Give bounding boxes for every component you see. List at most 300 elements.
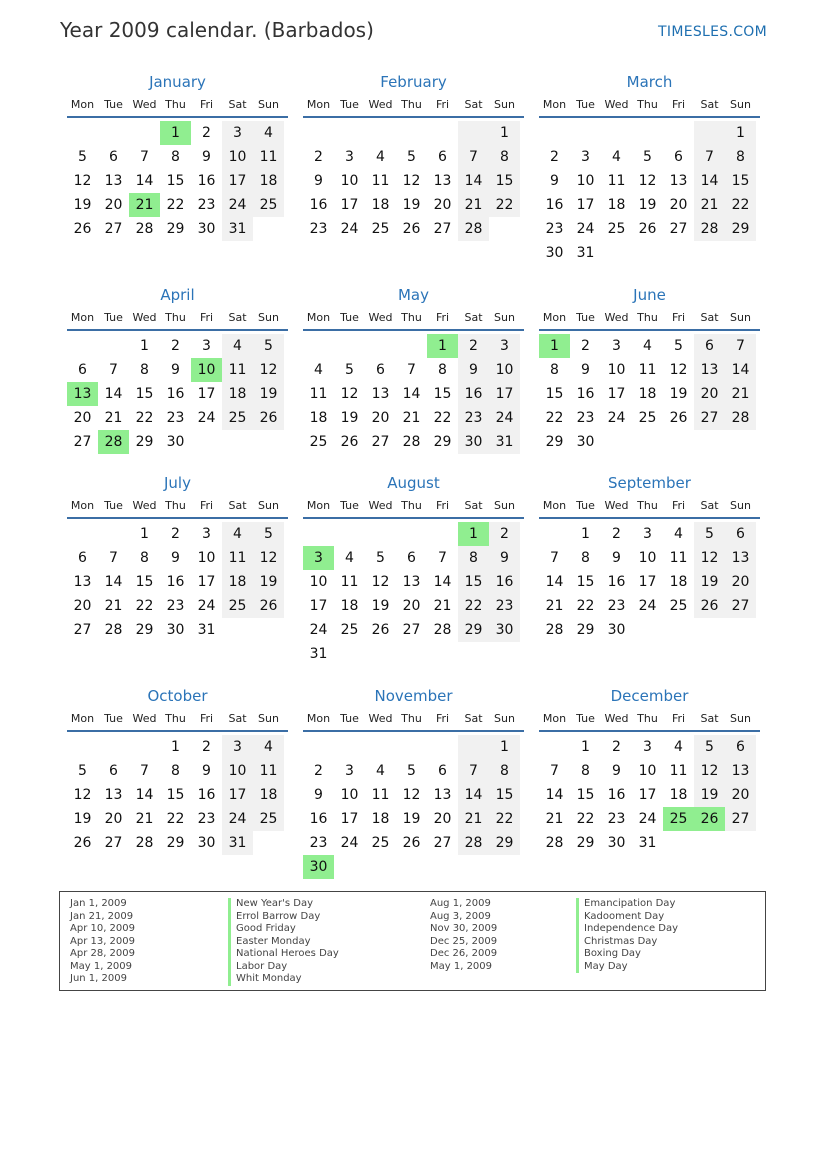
day-cell: 15	[135, 574, 154, 590]
empty-cell	[303, 522, 334, 546]
weekday-label: Sat	[464, 499, 483, 512]
legend-date: Apr 13, 2009	[70, 935, 136, 947]
day-cell: 24	[489, 406, 520, 430]
day-cell: 4	[674, 526, 683, 542]
day-cell: 3	[202, 526, 211, 542]
day-cell: 7	[407, 362, 416, 378]
day-cell: 1	[539, 334, 570, 358]
day-cell: 30	[545, 245, 564, 261]
weekday-label: Wed	[368, 712, 393, 725]
empty-cell	[222, 618, 253, 642]
day-cell: 7	[550, 550, 559, 566]
weekday-label: Wed	[604, 98, 629, 111]
empty-cell	[365, 334, 396, 358]
day-grid	[303, 735, 524, 879]
weekday-label: Thu	[165, 311, 186, 324]
weekday-label: Wed	[132, 98, 157, 111]
brand-link[interactable]: TIMESLES.COM	[658, 24, 767, 40]
day-cell: 27	[73, 622, 92, 638]
day-cell: 8	[438, 362, 447, 378]
day-cell: 24	[638, 811, 657, 827]
day-cell: 9	[171, 550, 180, 566]
month-november	[303, 684, 524, 879]
day-cell: 21	[135, 811, 154, 827]
weekday-label: Sun	[494, 311, 515, 324]
weekday-label: Thu	[637, 98, 658, 111]
day-cell: 22	[576, 811, 595, 827]
empty-cell	[632, 430, 663, 454]
day-cell: 5	[407, 763, 416, 779]
day-cell: 12	[73, 173, 92, 189]
legend-date: Dec 26, 2009	[430, 948, 498, 959]
empty-cell	[253, 618, 284, 642]
month-july	[67, 471, 288, 642]
empty-cell	[458, 121, 489, 145]
weekday-label: Mon	[70, 499, 95, 512]
day-cell: 9	[612, 763, 621, 779]
weekday-label: Sun	[258, 311, 279, 324]
day-cell: 19	[73, 811, 92, 827]
day-cell: 2	[458, 334, 489, 358]
day-cell: 18	[222, 382, 253, 406]
day-cell: 28	[433, 622, 452, 638]
day-cell: 22	[458, 594, 489, 618]
weekday-label: Thu	[401, 98, 422, 111]
day-cell: 14	[135, 173, 154, 189]
day-cell: 21	[104, 598, 123, 614]
legend-holiday-name: Kadooment Day	[576, 911, 678, 924]
empty-cell	[98, 334, 129, 358]
day-cell: 30	[303, 855, 334, 879]
day-cell: 15	[433, 386, 452, 402]
day-cell: 24	[309, 622, 328, 638]
day-cell: 3	[612, 338, 621, 354]
day-cell: 21	[129, 193, 160, 217]
day-cell: 6	[694, 334, 725, 358]
day-cell: 29	[725, 217, 756, 241]
day-cell: 9	[314, 173, 323, 189]
day-cell: 24	[340, 221, 359, 237]
day-cell: 6	[438, 763, 447, 779]
day-cell: 29	[576, 835, 595, 851]
day-cell: 28	[458, 217, 489, 241]
day-cell: 15	[576, 787, 595, 803]
day-cell: 8	[725, 145, 756, 169]
day-cell: 11	[309, 386, 328, 402]
day-cell: 6	[725, 522, 756, 546]
weekday-label: Fri	[435, 311, 450, 324]
day-cell: 12	[669, 362, 688, 378]
weekday-label: Sun	[730, 98, 751, 111]
weekday-label: Tue	[576, 311, 595, 324]
day-cell: 16	[607, 574, 626, 590]
day-cell: 5	[694, 522, 725, 546]
day-cell: 9	[202, 149, 211, 165]
empty-cell	[334, 334, 365, 358]
day-cell: 28	[545, 835, 564, 851]
weekday-label: Sun	[494, 712, 515, 725]
day-cell: 18	[371, 197, 390, 213]
day-cell: 1	[427, 334, 458, 358]
day-cell: 11	[669, 763, 688, 779]
day-cell: 9	[314, 787, 323, 803]
day-cell: 2	[314, 763, 323, 779]
day-cell: 30	[458, 430, 489, 454]
month-name: June	[633, 286, 666, 304]
day-cell: 4	[222, 334, 253, 358]
day-cell: 11	[371, 787, 390, 803]
empty-cell	[191, 430, 222, 454]
empty-cell	[334, 642, 365, 666]
weekday-label: Tue	[104, 98, 123, 111]
empty-cell	[694, 241, 725, 265]
day-cell: 6	[407, 550, 416, 566]
day-cell: 27	[725, 807, 756, 831]
day-grid	[303, 121, 524, 241]
day-cell: 12	[73, 787, 92, 803]
day-cell: 5	[694, 735, 725, 759]
day-cell: 14	[433, 574, 452, 590]
weekday-label: Sun	[730, 311, 751, 324]
day-cell: 5	[253, 522, 284, 546]
empty-cell	[632, 241, 663, 265]
day-cell: 5	[78, 763, 87, 779]
day-cell: 2	[581, 338, 590, 354]
day-cell: 20	[669, 197, 688, 213]
weekday-label: Tue	[104, 311, 123, 324]
empty-cell	[365, 642, 396, 666]
empty-cell	[396, 121, 427, 145]
day-cell: 19	[694, 570, 725, 594]
day-cell: 3	[643, 526, 652, 542]
day-cell: 11	[638, 362, 657, 378]
day-cell: 30	[197, 221, 216, 237]
weekday-label: Thu	[165, 98, 186, 111]
day-cell: 13	[694, 358, 725, 382]
day-cell: 20	[73, 410, 92, 426]
day-cell: 7	[725, 334, 756, 358]
day-cell: 30	[607, 835, 626, 851]
day-cell: 2	[314, 149, 323, 165]
empty-cell	[725, 831, 756, 855]
day-cell: 3	[345, 763, 354, 779]
day-cell: 28	[458, 831, 489, 855]
day-cell: 15	[725, 169, 756, 193]
month-june	[539, 283, 760, 454]
weekday-label: Mon	[542, 311, 567, 324]
day-cell: 15	[576, 574, 595, 590]
day-cell: 29	[135, 622, 154, 638]
day-cell: 3	[222, 735, 253, 759]
weekday-label: Wed	[132, 311, 157, 324]
day-cell: 26	[253, 406, 284, 430]
month-name: August	[387, 474, 440, 492]
legend-holiday-name: Good Friday	[228, 923, 339, 936]
day-cell: 21	[402, 410, 421, 426]
empty-cell	[570, 121, 601, 145]
legend-holiday-name: Errol Barrow Day	[228, 911, 339, 924]
day-cell: 22	[135, 410, 154, 426]
weekday-label: Wed	[132, 499, 157, 512]
day-cell: 17	[489, 382, 520, 406]
day-cell: 1	[458, 522, 489, 546]
legend-date: Nov 30, 2009	[430, 923, 498, 934]
month-name: March	[626, 73, 673, 91]
day-cell: 29	[545, 434, 564, 450]
day-cell: 21	[104, 410, 123, 426]
day-cell: 9	[202, 763, 211, 779]
day-cell: 9	[612, 550, 621, 566]
day-cell: 7	[458, 145, 489, 169]
empty-cell	[489, 855, 520, 879]
day-cell: 9	[171, 362, 180, 378]
month-name: November	[374, 687, 453, 705]
day-cell: 28	[402, 434, 421, 450]
month-name: May	[397, 286, 429, 304]
day-cell: 10	[197, 550, 216, 566]
day-cell: 24	[607, 410, 626, 426]
day-cell: 7	[694, 145, 725, 169]
day-cell: 27	[725, 594, 756, 618]
day-cell: 23	[197, 197, 216, 213]
day-cell: 28	[135, 835, 154, 851]
weekday-header	[303, 495, 524, 519]
legend-dates-column-2	[430, 898, 497, 973]
day-cell: 27	[433, 221, 452, 237]
day-cell: 29	[166, 221, 185, 237]
weekday-label: Sun	[258, 712, 279, 725]
day-cell: 20	[104, 197, 123, 213]
day-cell: 26	[694, 594, 725, 618]
day-grid	[67, 121, 288, 241]
day-cell: 31	[576, 245, 595, 261]
day-cell: 17	[576, 197, 595, 213]
day-cell: 14	[135, 787, 154, 803]
day-cell: 12	[253, 546, 284, 570]
day-cell: 20	[371, 410, 390, 426]
weekday-label: Sat	[700, 311, 719, 324]
month-name: September	[608, 474, 691, 492]
day-cell: 19	[402, 197, 421, 213]
weekday-label: Wed	[368, 499, 393, 512]
weekday-label: Sun	[494, 499, 515, 512]
day-cell: 31	[222, 831, 253, 855]
legend-date: Apr 28, 2009	[70, 948, 136, 959]
empty-cell	[396, 334, 427, 358]
weekday-label: Tue	[576, 712, 595, 725]
day-cell: 4	[345, 550, 354, 566]
day-cell: 16	[458, 382, 489, 406]
day-cell: 4	[376, 763, 385, 779]
day-cell: 14	[545, 574, 564, 590]
empty-cell	[129, 121, 160, 145]
day-cell: 1	[581, 526, 590, 542]
day-cell: 21	[458, 807, 489, 831]
month-january	[67, 70, 288, 241]
day-cell: 26	[669, 410, 688, 426]
day-grid	[539, 121, 760, 265]
weekday-label: Wed	[368, 98, 393, 111]
day-cell: 28	[545, 622, 564, 638]
day-grid	[539, 334, 760, 454]
empty-cell	[539, 121, 570, 145]
day-cell: 26	[340, 434, 359, 450]
day-cell: 25	[607, 221, 626, 237]
empty-cell	[67, 121, 98, 145]
empty-cell	[365, 121, 396, 145]
day-cell: 4	[222, 522, 253, 546]
day-cell: 23	[576, 410, 595, 426]
weekday-label: Sun	[730, 712, 751, 725]
empty-cell	[694, 430, 725, 454]
day-cell: 31	[638, 835, 657, 851]
weekday-header	[67, 495, 288, 519]
day-cell: 29	[166, 835, 185, 851]
day-cell: 24	[576, 221, 595, 237]
legend-holiday-name: Labor Day	[228, 961, 339, 974]
day-cell: 25	[309, 434, 328, 450]
day-cell: 23	[458, 406, 489, 430]
day-cell: 20	[73, 598, 92, 614]
weekday-label: Sat	[700, 712, 719, 725]
weekday-label: Mon	[542, 499, 567, 512]
day-cell: 15	[489, 783, 520, 807]
weekday-label: Fri	[671, 311, 686, 324]
legend-date: Apr 10, 2009	[70, 923, 136, 934]
empty-cell	[396, 522, 427, 546]
month-name: July	[164, 474, 191, 492]
day-cell: 24	[222, 193, 253, 217]
day-cell: 27	[73, 434, 92, 450]
day-cell: 6	[725, 735, 756, 759]
day-cell: 29	[433, 434, 452, 450]
day-cell: 3	[581, 149, 590, 165]
day-cell: 5	[643, 149, 652, 165]
weekday-label: Tue	[576, 98, 595, 111]
day-cell: 10	[607, 362, 626, 378]
day-cell: 5	[407, 149, 416, 165]
empty-cell	[365, 855, 396, 879]
day-cell: 20	[402, 598, 421, 614]
day-cell: 7	[550, 763, 559, 779]
weekday-header	[539, 708, 760, 732]
empty-cell	[396, 855, 427, 879]
day-cell: 21	[433, 598, 452, 614]
day-grid	[539, 522, 760, 642]
day-cell: 4	[643, 338, 652, 354]
day-cell: 13	[725, 546, 756, 570]
day-cell: 13	[371, 386, 390, 402]
day-cell: 2	[489, 522, 520, 546]
day-cell: 29	[458, 618, 489, 642]
day-cell: 29	[489, 831, 520, 855]
weekday-label: Tue	[576, 499, 595, 512]
weekday-label: Thu	[637, 712, 658, 725]
weekday-label: Sat	[228, 499, 247, 512]
day-cell: 16	[309, 197, 328, 213]
day-cell: 18	[340, 598, 359, 614]
day-cell: 15	[135, 386, 154, 402]
weekday-label: Tue	[104, 712, 123, 725]
day-cell: 16	[197, 173, 216, 189]
day-cell: 22	[576, 598, 595, 614]
day-cell: 16	[166, 386, 185, 402]
day-cell: 5	[376, 550, 385, 566]
day-cell: 28	[725, 406, 756, 430]
day-cell: 6	[376, 362, 385, 378]
day-cell: 10	[309, 574, 328, 590]
day-cell: 9	[458, 358, 489, 382]
legend-holiday-name: Whit Monday	[228, 973, 339, 986]
day-cell: 8	[171, 149, 180, 165]
day-cell: 31	[222, 217, 253, 241]
legend-date: Aug 1, 2009	[430, 898, 491, 909]
day-cell: 23	[309, 221, 328, 237]
day-cell: 12	[402, 787, 421, 803]
legend-date: Aug 3, 2009	[430, 910, 491, 922]
weekday-label: Mon	[306, 98, 331, 111]
empty-cell	[303, 735, 334, 759]
day-cell: 1	[581, 739, 590, 755]
day-cell: 15	[545, 386, 564, 402]
day-cell: 23	[545, 221, 564, 237]
day-cell: 13	[402, 574, 421, 590]
day-cell: 4	[314, 362, 323, 378]
day-cell: 22	[135, 598, 154, 614]
empty-cell	[427, 522, 458, 546]
day-cell: 7	[109, 550, 118, 566]
day-cell: 30	[166, 622, 185, 638]
day-cell: 7	[458, 759, 489, 783]
weekday-label: Mon	[306, 499, 331, 512]
weekday-label: Fri	[671, 98, 686, 111]
day-cell: 31	[489, 430, 520, 454]
weekday-label: Tue	[340, 311, 359, 324]
weekday-header	[67, 94, 288, 118]
empty-cell	[601, 121, 632, 145]
weekday-label: Wed	[604, 712, 629, 725]
day-cell: 18	[638, 386, 657, 402]
day-cell: 22	[166, 197, 185, 213]
day-cell: 14	[458, 169, 489, 193]
weekday-label: Sat	[700, 98, 719, 111]
empty-cell	[334, 522, 365, 546]
day-cell: 28	[135, 221, 154, 237]
day-cell: 10	[638, 550, 657, 566]
day-cell: 26	[402, 835, 421, 851]
weekday-header	[303, 708, 524, 732]
day-cell: 23	[166, 410, 185, 426]
day-cell: 3	[303, 546, 334, 570]
day-cell: 21	[694, 193, 725, 217]
weekday-label: Sat	[464, 98, 483, 111]
day-cell: 1	[489, 735, 520, 759]
day-cell: 12	[694, 546, 725, 570]
month-name: February	[380, 73, 447, 91]
legend-holiday-name: National Heroes Day	[228, 948, 339, 961]
day-grid	[539, 735, 760, 855]
day-cell: 29	[135, 434, 154, 450]
empty-cell	[489, 642, 520, 666]
day-cell: 20	[725, 570, 756, 594]
weekday-label: Fri	[671, 499, 686, 512]
weekday-label: Sat	[228, 311, 247, 324]
day-cell: 24	[340, 835, 359, 851]
empty-cell	[458, 855, 489, 879]
day-cell: 17	[638, 787, 657, 803]
weekday-label: Fri	[435, 712, 450, 725]
day-cell: 6	[78, 550, 87, 566]
